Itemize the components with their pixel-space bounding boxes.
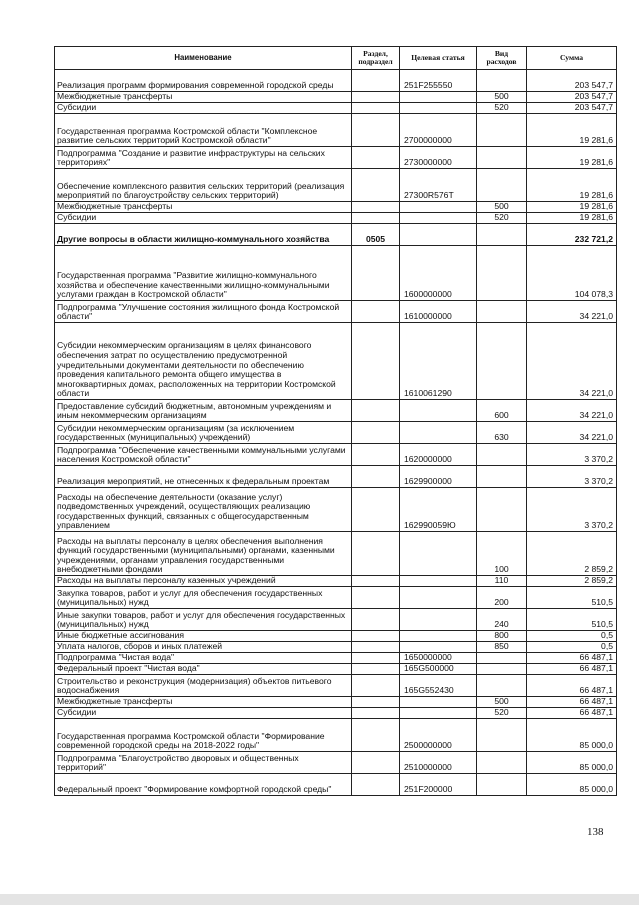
table-row [55,169,617,202]
page-number: 138 [587,826,604,838]
row-sum: 34 221,0 [527,400,617,422]
row-section [352,466,400,488]
row-target [400,400,477,422]
row-name: Субсидии [55,708,352,719]
row-section [352,576,400,587]
row-sum: 19 281,6 [527,213,617,224]
row-kind [477,70,527,92]
row-sum: 34 221,0 [527,323,617,400]
row-target [400,609,477,631]
row-name: Федеральный проект "Формирование комфортной городской среды" [55,774,352,796]
row-name: Субсидии некоммерческим организациям в целях финансового обеспечения затрат по осуществлению предусмотренной учредительными документами деятельности по обеспечению проведения капитального ремонта общего имущества в многоквартирных домах, расположенных на территории Костромской области [55,323,352,400]
row-kind: 630 [477,422,527,444]
table-row [55,752,617,774]
row-kind: 240 [477,609,527,631]
row-name: Иные закупки товаров, работ и услуг для обеспечения государственных (муниципальных) нужд [55,609,352,631]
table-row [55,114,617,147]
row-section [352,631,400,642]
table-row [55,532,617,576]
table-row [55,653,617,664]
header-name: Наименование [55,47,352,70]
row-name: Закупка товаров, работ и услуг для обеспечения государственных (муниципальных) нужд [55,587,352,609]
row-sum: 2 859,2 [527,532,617,576]
row-target [400,532,477,576]
table-row [55,246,617,301]
row-section [352,70,400,92]
row-name: Реализация программ формирования современной городской среды [55,70,352,92]
row-section [352,114,400,147]
row-section [352,246,400,301]
header-target: Целевая статья [400,47,477,70]
row-name: Субсидии [55,213,352,224]
row-kind [477,774,527,796]
row-target: 27300R576T [400,169,477,202]
row-target [400,708,477,719]
header-section: Раздел, подраздел [352,47,400,70]
table-row [55,488,617,532]
row-sum: 3 370,2 [527,444,617,466]
row-section [352,213,400,224]
row-target: 1600000000 [400,246,477,301]
scan-bottom-edge [0,894,639,905]
table-row [55,642,617,653]
row-name: Обеспечение комплексного развития сельских территорий (реализация мероприятий по благоустройству сельских территорий) [55,169,352,202]
table-row [55,774,617,796]
row-kind [477,444,527,466]
row-kind: 520 [477,213,527,224]
table-row [55,224,617,246]
row-kind: 520 [477,708,527,719]
row-kind: 110 [477,576,527,587]
row-sum: 85 000,0 [527,752,617,774]
row-section [352,422,400,444]
row-target [400,202,477,213]
row-name: Расходы на выплаты персоналу в целях обеспечения выполнения функций государственными (муниципальными) органами, казенными учреждениями, органами управления государственными внебюджетными фондами [55,532,352,576]
table-row [55,708,617,719]
row-sum: 19 281,6 [527,147,617,169]
row-kind: 800 [477,631,527,642]
row-kind: 850 [477,642,527,653]
row-kind [477,752,527,774]
row-section [352,774,400,796]
row-section [352,532,400,576]
row-target [400,642,477,653]
row-name: Субсидии [55,103,352,114]
row-target: 251F255550 [400,70,477,92]
row-name: Межбюджетные трансферты [55,697,352,708]
row-name: Подпрограмма "Создание и развитие инфраструктуры на сельских территориях" [55,147,352,169]
row-section [352,169,400,202]
table-row [55,213,617,224]
row-sum: 0,5 [527,631,617,642]
row-sum: 85 000,0 [527,774,617,796]
row-target: 1610061290 [400,323,477,400]
row-kind: 500 [477,202,527,213]
row-name: Строительство и реконструкция (модернизация) объектов питьевого водоснабжения [55,675,352,697]
row-kind [477,466,527,488]
table-row [55,301,617,323]
table-row [55,103,617,114]
row-sum: 3 370,2 [527,466,617,488]
row-target [400,697,477,708]
row-section [352,488,400,532]
row-kind [477,675,527,697]
table-row [55,631,617,642]
row-sum: 203 547,7 [527,92,617,103]
table-row [55,664,617,675]
table-row [55,609,617,631]
row-sum: 66 487,1 [527,653,617,664]
row-section [352,719,400,752]
header-kind: Вид расходов [477,47,527,70]
row-section: 0505 [352,224,400,246]
row-name: Иные бюджетные ассигнования [55,631,352,642]
row-sum: 232 721,2 [527,224,617,246]
table-row [55,675,617,697]
table-row [55,697,617,708]
row-kind [477,147,527,169]
row-name: Субсидии некоммерческим организациям (за исключением государственных (муниципальных) учреждений) [55,422,352,444]
row-target [400,213,477,224]
row-name: Подпрограмма "Обеспечение качественными коммунальными услугами населения Костромской области" [55,444,352,466]
row-sum: 19 281,6 [527,114,617,147]
table-row [55,422,617,444]
row-sum: 104 078,3 [527,246,617,301]
row-target [400,422,477,444]
row-sum: 34 221,0 [527,301,617,323]
row-kind [477,488,527,532]
row-kind [477,664,527,675]
row-kind [477,114,527,147]
table-row [55,147,617,169]
row-target [400,576,477,587]
row-target: 1620000000 [400,444,477,466]
row-kind: 500 [477,697,527,708]
row-sum: 66 487,1 [527,708,617,719]
row-section [352,323,400,400]
row-section [352,587,400,609]
row-target [400,103,477,114]
row-section [352,301,400,323]
row-sum: 66 487,1 [527,675,617,697]
row-target [400,631,477,642]
row-target: 165G500000 [400,664,477,675]
row-kind: 600 [477,400,527,422]
row-kind [477,224,527,246]
row-sum: 34 221,0 [527,422,617,444]
row-kind [477,246,527,301]
table-row [55,400,617,422]
row-kind: 200 [477,587,527,609]
table-row [55,70,617,92]
row-sum: 510,5 [527,587,617,609]
row-target [400,587,477,609]
row-target: 162990059Ю [400,488,477,532]
row-target: 1610000000 [400,301,477,323]
row-section [352,642,400,653]
row-name: Подпрограмма "Улучшение состояния жилищного фонда Костромской области" [55,301,352,323]
row-section [352,103,400,114]
row-sum: 510,5 [527,609,617,631]
row-sum: 19 281,6 [527,202,617,213]
row-kind [477,301,527,323]
table-row [55,576,617,587]
row-sum: 0,5 [527,642,617,653]
row-target: 2700000000 [400,114,477,147]
row-sum: 203 547,7 [527,103,617,114]
row-name: Другие вопросы в области жилищно-коммунального хозяйства [55,224,352,246]
row-name: Предоставление субсидий бюджетным, автономным учреждениям и иным некоммерческим организациям [55,400,352,422]
row-section [352,653,400,664]
row-target: 2730000000 [400,147,477,169]
row-sum: 203 547,7 [527,70,617,92]
table-row [55,719,617,752]
row-sum: 66 487,1 [527,664,617,675]
row-target [400,92,477,103]
row-section [352,92,400,103]
row-section [352,202,400,213]
row-kind [477,653,527,664]
row-target [400,224,477,246]
row-target: 1650000000 [400,653,477,664]
table-header-row [55,47,617,70]
row-target: 2510000000 [400,752,477,774]
table-row [55,444,617,466]
row-sum: 66 487,1 [527,697,617,708]
row-sum: 19 281,6 [527,169,617,202]
table-row [55,92,617,103]
row-sum: 2 859,2 [527,576,617,587]
row-target: 251F200000 [400,774,477,796]
row-section [352,675,400,697]
row-name: Государственная программа "Развитие жилищно-коммунального хозяйства и обеспечение качественными жилищно-коммунальными услугами граждан в Костромской области" [55,246,352,301]
table-row [55,466,617,488]
row-name: Уплата налогов, сборов и иных платежей [55,642,352,653]
row-name: Реализация мероприятий, не отнесенных к федеральным проектам [55,466,352,488]
row-kind: 520 [477,103,527,114]
row-name: Подпрограмма "Благоустройство дворовых и общественных территорий" [55,752,352,774]
header-sum: Сумма [527,47,617,70]
row-sum: 85 000,0 [527,719,617,752]
row-name: Межбюджетные трансферты [55,202,352,213]
table-row [55,202,617,213]
budget-table [54,46,617,796]
row-target: 2500000000 [400,719,477,752]
row-name: Межбюджетные трансферты [55,92,352,103]
row-name: Расходы на обеспечение деятельности (оказание услуг) подведомственных учреждений, осуществляющих реализацию государственных функций, связанных с общегосударственным управлением [55,488,352,532]
row-section [352,697,400,708]
row-section [352,708,400,719]
row-kind [477,323,527,400]
row-section [352,752,400,774]
row-name: Расходы на выплаты персоналу казенных учреждений [55,576,352,587]
row-kind [477,719,527,752]
row-kind [477,169,527,202]
row-name: Федеральный проект "Чистая вода" [55,664,352,675]
row-section [352,609,400,631]
row-target: 165G552430 [400,675,477,697]
table-row [55,587,617,609]
row-section [352,664,400,675]
row-kind: 500 [477,92,527,103]
row-name: Подпрограмма "Чистая вода" [55,653,352,664]
row-name: Государственная программа Костромской области "Комплексное развитие сельских территорий Костромской области" [55,114,352,147]
table-body [55,70,617,796]
row-kind: 100 [477,532,527,576]
row-section [352,444,400,466]
row-target: 1629900000 [400,466,477,488]
row-name: Государственная программа Костромской области "Формирование современной городской среды на 2018-2022 годы" [55,719,352,752]
row-section [352,400,400,422]
table-row [55,323,617,400]
row-sum: 3 370,2 [527,488,617,532]
row-section [352,147,400,169]
